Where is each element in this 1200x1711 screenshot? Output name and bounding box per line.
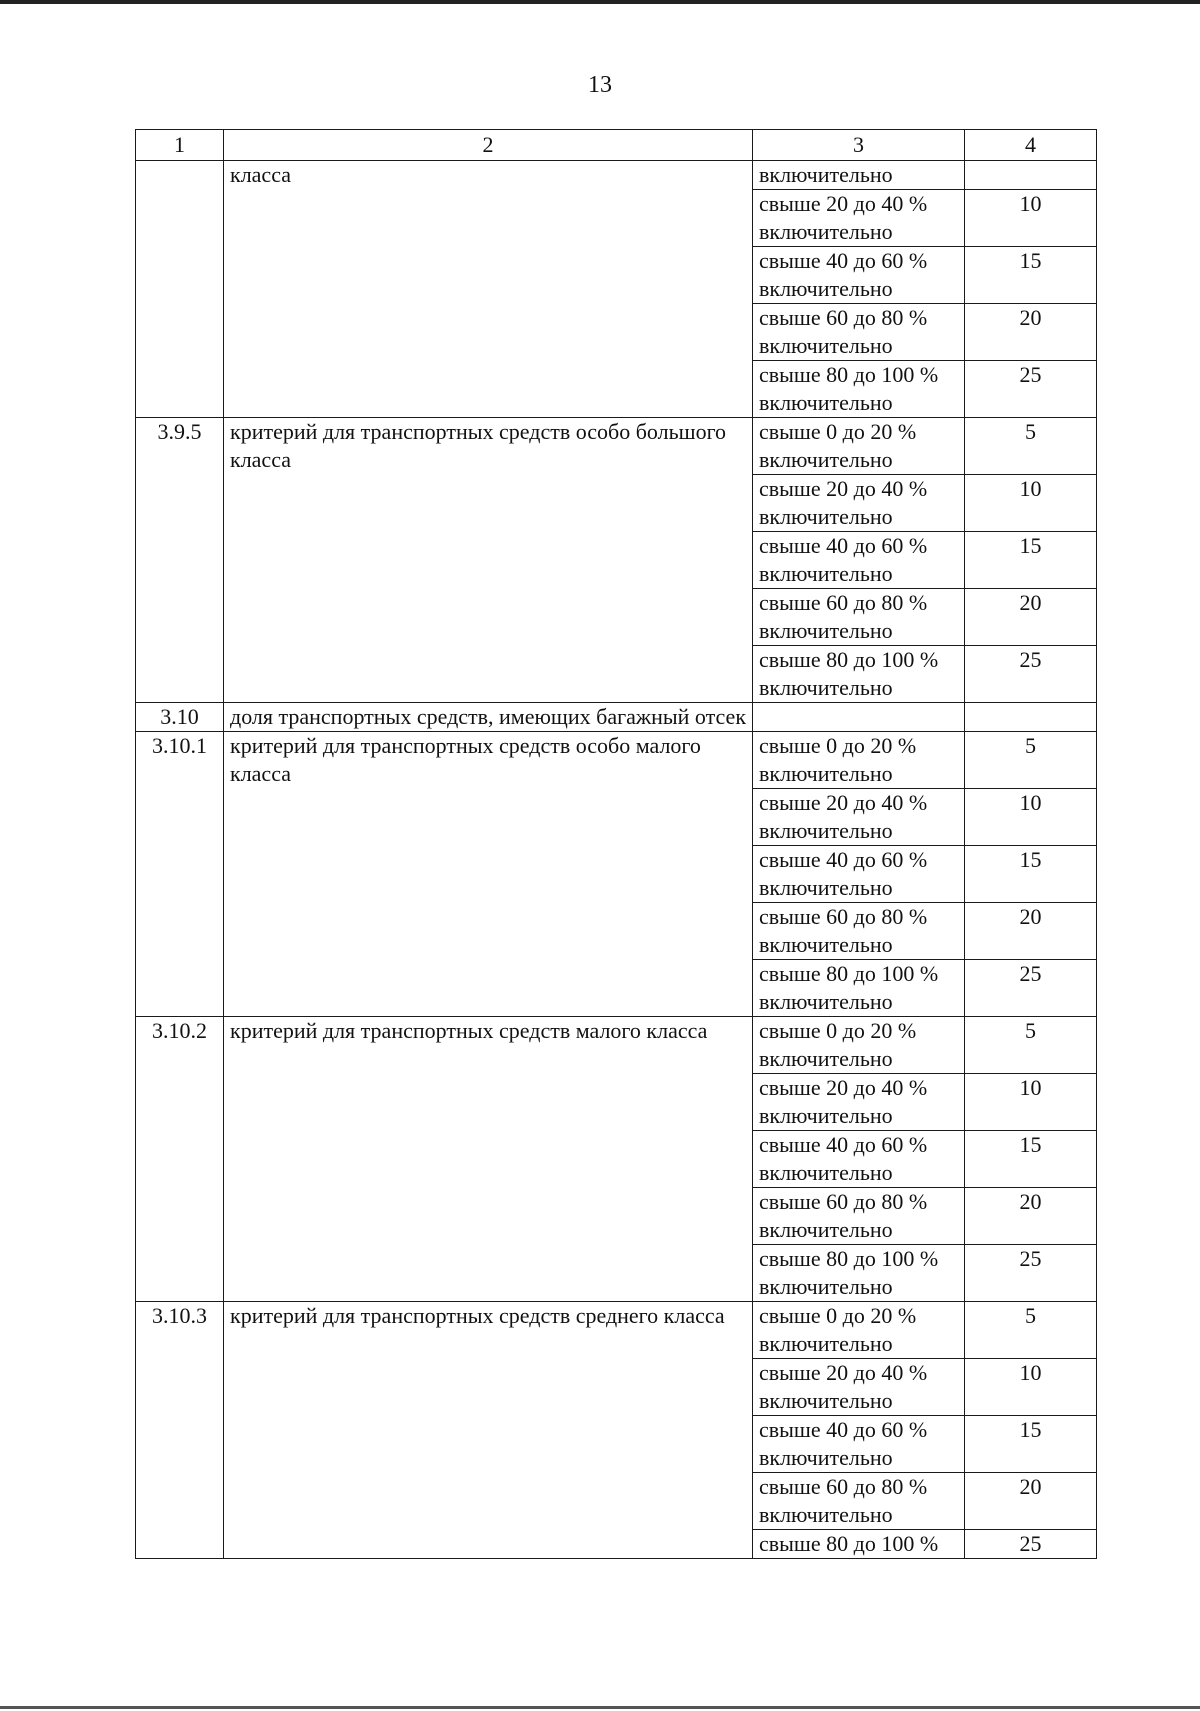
range-cell: свыше 60 до 80 % включительно (753, 304, 965, 361)
score-cell: 5 (965, 1017, 1097, 1074)
range-cell: свыше 0 до 20 % включительно (753, 1302, 965, 1359)
range-cell: свыше 80 до 100 % включительно (753, 646, 965, 703)
score-cell: 15 (965, 247, 1097, 304)
range-cell: свыше 40 до 60 % включительно (753, 846, 965, 903)
score-cell (965, 703, 1097, 732)
range-cell: свыше 80 до 100 % включительно (753, 1245, 965, 1302)
table-row (136, 418, 1097, 475)
table-row (136, 161, 1097, 190)
score-cell: 10 (965, 475, 1097, 532)
score-cell (965, 161, 1097, 190)
scan-edge-top (0, 0, 1200, 4)
criterion-description-cell: критерий для транспортных средств малого класса (224, 1017, 753, 1302)
score-cell: 10 (965, 1074, 1097, 1131)
score-cell: 5 (965, 418, 1097, 475)
column-header-3: 3 (753, 130, 965, 161)
score-cell: 20 (965, 304, 1097, 361)
range-cell: свыше 80 до 100 % включительно (753, 361, 965, 418)
range-cell: свыше 0 до 20 % включительно (753, 1017, 965, 1074)
criterion-description-cell: класса (224, 161, 753, 418)
item-number-cell: 3.10 (136, 703, 224, 732)
range-cell: свыше 60 до 80 % включительно (753, 1188, 965, 1245)
column-header-1: 1 (136, 130, 224, 161)
score-cell: 10 (965, 190, 1097, 247)
range-cell: свыше 0 до 20 % включительно (753, 418, 965, 475)
score-cell: 5 (965, 732, 1097, 789)
range-cell: свыше 40 до 60 % включительно (753, 247, 965, 304)
column-header-4: 4 (965, 130, 1097, 161)
score-cell: 25 (965, 361, 1097, 418)
range-cell: включительно (753, 161, 965, 190)
score-cell: 25 (965, 646, 1097, 703)
range-cell: свыше 40 до 60 % включительно (753, 532, 965, 589)
page-number: 13 (588, 72, 612, 98)
range-cell (753, 703, 965, 732)
score-cell: 20 (965, 1188, 1097, 1245)
score-cell: 25 (965, 960, 1097, 1017)
score-cell: 10 (965, 789, 1097, 846)
criterion-description-cell: критерий для транспортных средств особо малого класса (224, 732, 753, 1017)
range-cell: свыше 20 до 40 % включительно (753, 475, 965, 532)
score-cell: 20 (965, 903, 1097, 960)
item-number-cell: 3.9.5 (136, 418, 224, 703)
range-cell: свыше 20 до 40 % включительно (753, 789, 965, 846)
criteria-table (135, 129, 1097, 1559)
range-cell: свыше 80 до 100 % включительно (753, 960, 965, 1017)
range-cell: свыше 20 до 40 % включительно (753, 1074, 965, 1131)
scan-edge-bottom (0, 1706, 1200, 1709)
range-cell: свыше 60 до 80 % включительно (753, 1473, 965, 1530)
score-cell: 20 (965, 589, 1097, 646)
item-number-cell (136, 161, 224, 418)
range-cell: свыше 60 до 80 % включительно (753, 589, 965, 646)
criterion-description-cell: доля транспортных средств, имеющих багажный отсек (224, 703, 753, 732)
range-cell: свыше 40 до 60 % включительно (753, 1416, 965, 1473)
table-row (136, 1302, 1097, 1359)
column-header-2: 2 (224, 130, 753, 161)
score-cell: 10 (965, 1359, 1097, 1416)
score-cell: 5 (965, 1302, 1097, 1359)
range-cell: свыше 0 до 20 % включительно (753, 732, 965, 789)
score-cell: 15 (965, 532, 1097, 589)
range-cell: свыше 20 до 40 % включительно (753, 190, 965, 247)
score-cell: 25 (965, 1245, 1097, 1302)
criterion-description-cell: критерий для транспортных средств среднего класса (224, 1302, 753, 1559)
item-number-cell: 3.10.2 (136, 1017, 224, 1302)
range-cell: свыше 80 до 100 % (753, 1530, 965, 1559)
score-cell: 15 (965, 846, 1097, 903)
table-body (136, 161, 1097, 1559)
criterion-description-cell: критерий для транспортных средств особо большого класса (224, 418, 753, 703)
range-cell: свыше 60 до 80 % включительно (753, 903, 965, 960)
score-cell: 15 (965, 1131, 1097, 1188)
table-row (136, 1017, 1097, 1074)
score-cell: 25 (965, 1530, 1097, 1559)
item-number-cell: 3.10.3 (136, 1302, 224, 1559)
table-row (136, 703, 1097, 732)
table-header-row (136, 130, 1097, 161)
score-cell: 20 (965, 1473, 1097, 1530)
range-cell: свыше 40 до 60 % включительно (753, 1131, 965, 1188)
item-number-cell: 3.10.1 (136, 732, 224, 1017)
score-cell: 15 (965, 1416, 1097, 1473)
range-cell: свыше 20 до 40 % включительно (753, 1359, 965, 1416)
table-row (136, 732, 1097, 789)
